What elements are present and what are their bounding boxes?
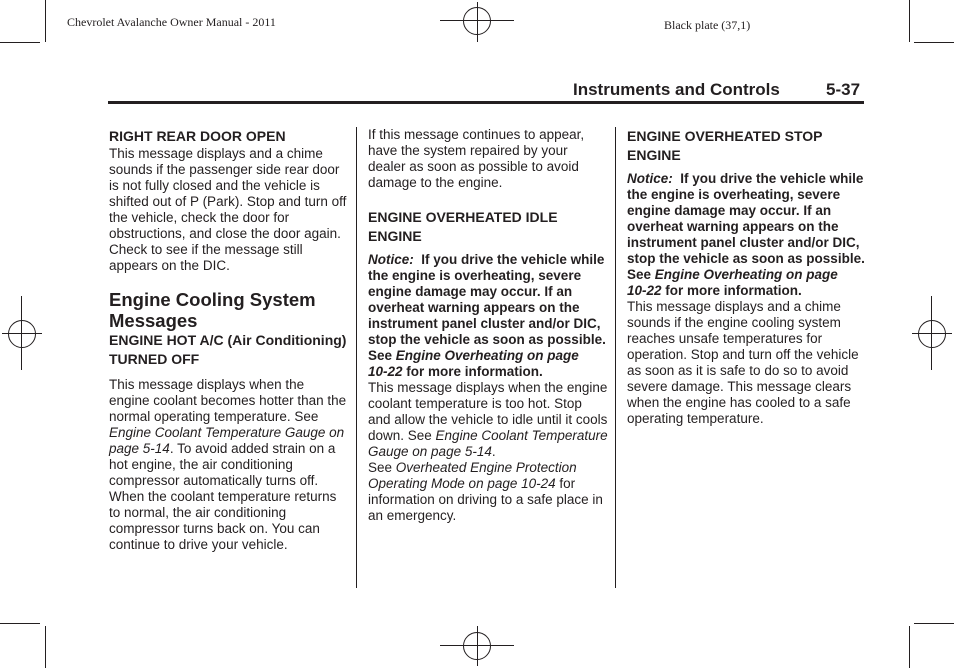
paragraph-right-rear-door: This message displays and a chime sounds if the passenger side rear door is not fully closed and the vehicle is shifted out of P (Park). Stop and turn off the vehicle, check the door for obstructions, and close the door again. Check to see if the message still appears on the DIC. — [109, 146, 347, 273]
text: . — [491, 444, 496, 459]
crop-mark — [909, 626, 910, 668]
text: If you drive the vehicle while the engine is overheating, severe engine damage may occur. If an overheat warning appears on the instrument panel cluster and/or DIC, stop the vehicle as soon as possible. See — [627, 171, 865, 282]
text: for information on driving to a safe place in an emergency. — [368, 476, 603, 523]
column-divider — [356, 127, 357, 588]
cross-reference: Overheated Engine Protection Operating Mode on page 10‑24 — [368, 460, 577, 491]
paragraph-idle-engine — [368, 380, 608, 460]
header-rule — [108, 101, 864, 104]
cross-reference: Engine Coolant Temperature Gauge on page 5‑14 — [368, 428, 608, 459]
text: . To avoid added strain on a hot engine, the air conditioning compressor automatically turns off. When the coolant temperature returns to normal, the air conditioning compressor turns back on. You can continue to drive your vehicle. — [109, 441, 337, 552]
plate-label: Black plate (37,1) — [664, 18, 751, 32]
crop-mark — [914, 623, 954, 624]
text: If you drive the vehicle while the engine is overheating, severe engine damage may occur. If an overheat warning appears on the instrument panel cluster and/or DIC, stop the vehicle as soon as possible. See — [368, 252, 606, 363]
crop-mark — [909, 0, 910, 42]
heading-right-rear-door-open: RIGHT REAR DOOR OPEN — [109, 128, 286, 144]
cross-reference: Engine Overheating on page 10‑22 — [627, 267, 838, 298]
cross-reference: Engine Coolant Temperature Gauge on page 5‑14 — [109, 425, 345, 456]
heading-engine-cooling-messages: Engine Cooling System Messages — [109, 289, 316, 331]
notice-engine-overheating — [627, 171, 867, 299]
paragraph-continue-to-appear: If this message continues to appear, have the system repaired by your dealer as soon as possible to avoid damage to the engine. — [368, 127, 585, 190]
notice-label: Notice: — [368, 252, 414, 267]
heading-engine-hot-ac: ENGINE HOT A/C (Air Conditioning) TURNED OFF — [109, 332, 347, 367]
crop-mark — [45, 626, 46, 668]
page-number: 5-37 — [826, 80, 861, 99]
crop-mark — [45, 0, 46, 42]
notice-engine-overheating — [368, 252, 608, 380]
section-title: Instruments and Controls — [573, 80, 780, 99]
column-3 — [627, 127, 867, 427]
crop-mark — [0, 623, 40, 624]
crop-mark — [914, 42, 954, 43]
text: This message displays when the engine coolant temperature is too hot. Stop and allow the vehicle to idle until it cools down. See — [368, 380, 608, 443]
notice-label: Notice: — [627, 171, 673, 186]
paragraph-stop-engine: This message displays and a chime sounds if the engine cooling system reaches unsafe temperatures for operation. Stop and turn off the vehicle as soon as it is safe to do so to avoid severe damage. This message clears when the engine has cooled to a safe operating temperature. — [627, 299, 859, 426]
text: This message displays when the engine coolant becomes hotter than the normal operating temperature. See — [109, 377, 347, 424]
column-divider — [615, 127, 616, 588]
cross-reference: Engine Overheating on page 10‑22 — [368, 348, 579, 379]
crop-mark — [0, 42, 40, 43]
column-2 — [368, 127, 608, 524]
paragraph-engine-hot-ac — [109, 377, 347, 553]
paragraph-see-protection-mode — [368, 460, 608, 524]
column-1 — [109, 127, 347, 553]
heading-engine-overheated-stop: ENGINE OVERHEATED STOP ENGINE — [627, 128, 823, 163]
text: for more information. — [661, 283, 802, 298]
heading-engine-overheated-idle: ENGINE OVERHEATED IDLE ENGINE — [368, 209, 558, 244]
text: for more information. — [402, 364, 543, 379]
text: See — [368, 460, 396, 475]
manual-title: Chevrolet Avalanche Owner Manual - 2011 — [67, 15, 276, 29]
